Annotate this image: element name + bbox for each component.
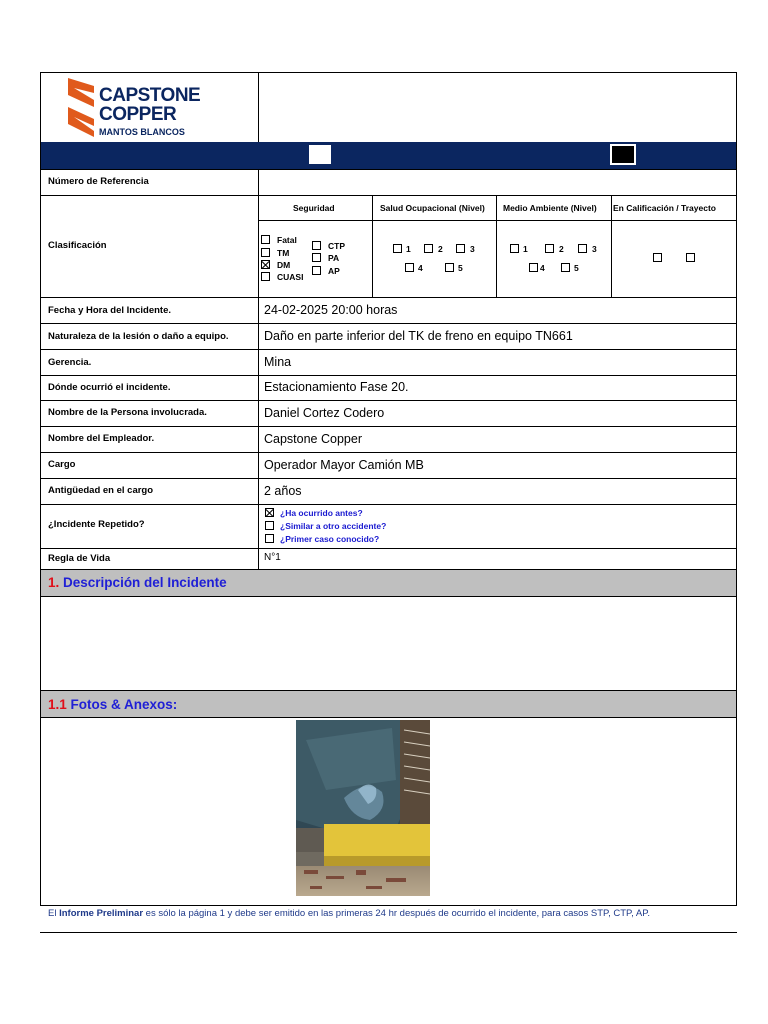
label-medio-4: 4 [540,263,545,273]
row-line [40,400,737,401]
regla-value[interactable]: N°1 [264,552,281,563]
checkbox-fatal[interactable] [261,235,270,244]
checkbox-dm[interactable] [261,260,270,269]
empleador-label: Nombre del Empleador. [48,433,155,444]
checkbox-primer-caso[interactable] [265,534,274,543]
footer-text-before: El [48,908,60,919]
regla-label: Regla de Vida [48,553,111,564]
footer-text-after: es sólo la página 1 y debe ser emitido en las primeras 24 hr después de ocurrido el incidente, para casos STP, CTP, AP. [143,908,651,919]
fecha-label: Fecha y Hora del Incidente. [48,305,172,316]
label-salud-5: 5 [458,263,463,273]
label-ctp: CTP [328,241,345,251]
header-seguridad: Seguridad [293,203,335,213]
row-line [40,548,737,549]
row-line [40,323,737,324]
checkbox-salud-3[interactable] [456,244,465,253]
label-medio-1: 1 [523,244,528,254]
label-tm: TM [277,248,290,258]
photos-section-title [48,697,177,712]
checkbox-medio-4[interactable] [529,263,538,272]
label-salud-4: 4 [418,263,423,273]
logo-subtitle: MANTOS BLANCOS [99,127,185,137]
footer-note [48,908,650,920]
row-line [258,220,737,221]
label-salud-3: 3 [470,244,475,254]
checkbox-similar[interactable] [265,521,274,530]
fecha-value[interactable]: 24-02-2025 20:00 horas [264,303,398,317]
class-col-divider [611,195,612,297]
cargo-label: Cargo [48,459,76,470]
row-line [40,349,737,350]
logo-line2: COPPER [99,104,177,125]
header-divider [258,72,259,142]
classification-label: Clasificación [48,240,107,251]
label-divider [258,169,259,569]
band-checkbox-white[interactable] [309,145,331,164]
ref-number-label: Número de Referencia [48,176,149,187]
footer-rule [40,932,737,933]
label-salud-1: 1 [406,244,411,254]
persona-label: Nombre de la Persona involucrada. [48,407,207,418]
row-line [40,504,737,505]
donde-value[interactable]: Estacionamiento Fase 20. [264,380,409,394]
company-logo [66,76,216,140]
label-medio-3: 3 [592,244,597,254]
description-text-area[interactable] [41,597,736,690]
gerencia-label: Gerencia. [48,357,92,368]
gerencia-value[interactable]: Mina [264,355,292,369]
empleador-value[interactable]: Capstone Copper [264,432,362,446]
label-primer-caso: ¿Primer caso conocido? [280,534,380,544]
checkbox-salud-5[interactable] [445,263,454,272]
naturaleza-value[interactable]: Daño en parte inferior del TK de freno en equipo TN661 [264,329,573,343]
footer-text-bold: Informe Preliminar [59,908,144,919]
checkbox-trayecto[interactable] [686,253,695,262]
checkbox-salud-1[interactable] [393,244,402,253]
checkbox-medio-3[interactable] [578,244,587,253]
checkbox-medio-1[interactable] [510,244,519,253]
donde-label: Dónde ocurrió el incidente. [48,382,171,393]
logo-line1: CAPSTONE [99,85,201,106]
row-line [40,426,737,427]
checkbox-ha-ocurrido[interactable] [265,508,274,517]
checkbox-cuasi[interactable] [261,272,270,281]
photos-section-number: 1.1 [48,697,67,712]
photos-section-label: Fotos & Anexos: [70,697,178,712]
header-medio: Medio Ambiente (Nivel) [503,203,597,213]
label-salud-2: 2 [438,244,443,254]
checkbox-medio-2[interactable] [545,244,554,253]
label-medio-5: 5 [574,263,579,273]
checkbox-tm[interactable] [261,248,270,257]
checkbox-salud-4[interactable] [405,263,414,272]
description-section-title [48,575,227,590]
checkbox-ap[interactable] [312,266,321,275]
label-ap: AP [328,266,340,276]
cargo-value[interactable]: Operador Mayor Camión MB [264,458,424,472]
row-line [40,195,737,196]
label-fatal: Fatal [277,235,297,245]
checkbox-ctp[interactable] [312,241,321,250]
repetido-label: ¿Incidente Repetido? [48,519,145,530]
row-line [40,375,737,376]
checkbox-salud-2[interactable] [424,244,433,253]
description-section-label: Descripción del Incidente [63,575,227,590]
header-salud: Salud Ocupacional (Nivel) [380,203,485,213]
checkbox-calificacion[interactable] [653,253,662,262]
label-medio-2: 2 [559,244,564,254]
row-line [40,297,737,298]
incident-photo-image [296,720,430,896]
antiguedad-label: Antigüedad en el cargo [48,485,154,496]
description-section-number: 1. [48,575,60,590]
capstone-logo-icon [66,76,96,138]
row-line [40,169,737,170]
label-ha-ocurrido: ¿Ha ocurrido antes? [280,508,363,518]
persona-value[interactable]: Daniel Cortez Codero [264,406,385,420]
label-cuasi: CUASI [277,272,304,282]
label-dm: DM [277,260,291,270]
naturaleza-label: Naturaleza de la lesión o daño a equipo. [48,331,229,342]
row-line [40,717,737,718]
antiguedad-value[interactable]: 2 años [264,484,302,498]
row-line [40,452,737,453]
checkbox-medio-5[interactable] [561,263,570,272]
label-pa: PA [328,253,340,263]
class-col-divider [496,195,497,297]
row-line [40,478,737,479]
checkbox-pa[interactable] [312,253,321,262]
label-similar: ¿Similar a otro accidente? [280,521,387,531]
incident-photo[interactable] [296,720,430,896]
header-calificacion: En Calificación / Trayecto [613,203,716,213]
band-checkbox-black[interactable] [610,144,636,165]
class-col-divider [372,195,373,297]
